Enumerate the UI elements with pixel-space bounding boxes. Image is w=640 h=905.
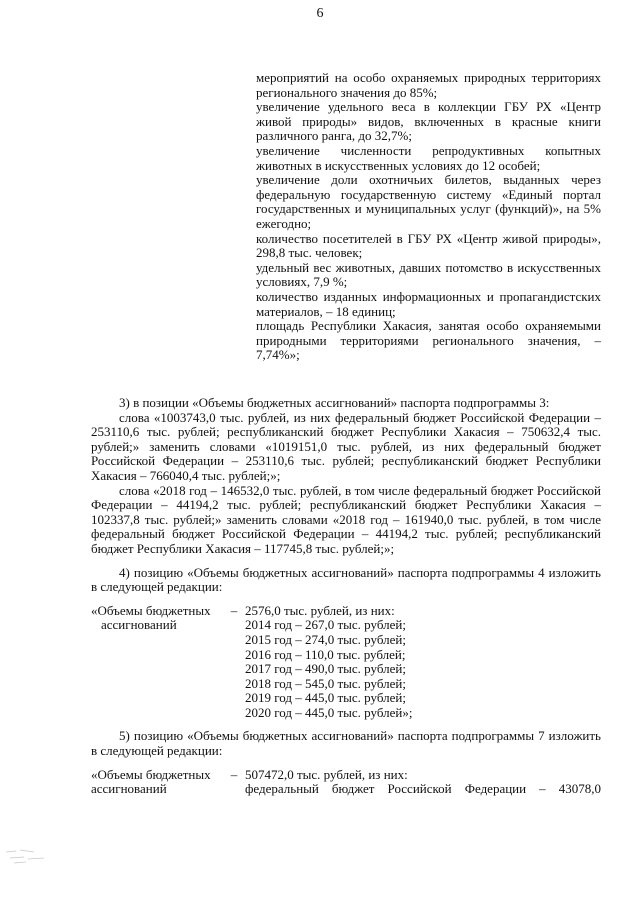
- paragraph-4-intro: 4) позицию «Объемы бюджетных ассигнований» паспорта подпрограммы 4 изложить в следующей редакции:: [91, 564, 601, 595]
- indicator-item: увеличение доли охотничьих билетов, выданных через федеральную государственную систему «Единый портал государственных и муниципальных услуг (функций)», на 5% ежегодно;: [256, 172, 601, 231]
- table-4-label: [91, 604, 227, 721]
- table-7-line-2: федеральный бюджет Российской Федерации – 43078,0: [245, 781, 601, 797]
- indicator-item: площадь Республики Хакасия, занятая особо охраняемыми природными территориями регионального значения, – 7,74%»;: [256, 318, 601, 363]
- table-7-total: 507472,0 тыс. рублей, из них:: [245, 766, 408, 782]
- table-4-year-row: 2018 год – 545,0 тыс. рублей;: [245, 675, 406, 691]
- table-7-dash: –: [230, 766, 238, 782]
- table-4-label-line-2: ассигнований: [101, 617, 177, 633]
- paragraph-5-intro: 5) позицию «Объемы бюджетных ассигнований» паспорта подпрограммы 7 изложить в следующей редакции:: [91, 728, 601, 759]
- table-4-year-row: 2014 год – 267,0 тыс. рублей;: [245, 617, 406, 633]
- indicator-item: количество изданных информационных и пропагандистских материалов, – 18 единиц;: [256, 288, 601, 319]
- indicator-item: удельный вес животных, давших потомство в искусственных условиях, 7,9 %;: [256, 259, 601, 290]
- table-4-year-row: 2017 год – 490,0 тыс. рублей;: [245, 661, 406, 677]
- paragraph-3-intro: 3) в позиции «Объемы бюджетных ассигнований» паспорта подпрограммы 3:: [119, 395, 550, 410]
- table-4-year-row: 2019 год – 445,0 тыс. рублей;: [245, 690, 406, 706]
- paragraph-3-words-2: слова «2018 год – 146532,0 тыс. рублей, в том числе федеральный бюджет Российской Федерации – 44194,2 тыс. рублей; республиканский бюджет Республики Хакасия – 102337,8 тыс. рублей;» заменить словами «2018 год – 161940,0 тыс. рублей, в том числе федеральный бюджет Российской Федерации – 44194,2 тыс. рублей; республиканский бюджет Республики Хакасия – 117745,8 тыс. рублей;»;: [91, 482, 601, 556]
- table-7-label: [91, 768, 227, 797]
- indicator-item: количество посетителей в ГБУ РХ «Центр живой природы», 298,8 тыс. человек;: [256, 230, 601, 261]
- table-4-label-line-1: «Объемы бюджетных: [91, 602, 211, 618]
- indicator-item: мероприятий на особо охраняемых природных территориях регионального значения до 85%;: [256, 70, 601, 100]
- indicator-item: увеличение численности репродуктивных копытных животных в искусственных условиях до 12 особей;: [256, 142, 601, 173]
- table-4-total: 2576,0 тыс. рублей, из них:: [245, 602, 395, 618]
- table-7-label-line-1: «Объемы бюджетных: [91, 766, 211, 782]
- document-body: [91, 396, 601, 797]
- table-4-dash: –: [230, 602, 238, 618]
- paragraph-3-words-1: слова «1003743,0 тыс. рублей, из них федеральный бюджет Российской Федерации – 253110,6 тыс. рублей; республиканский бюджет Республики Хакасия – 750632,4 тыс. рублей;» заменить словами «1019151,0 тыс. рублей, из них федеральный бюджет Российской Федерации – 253110,6 тыс. рублей; республиканский бюджет Республики Хакасия – 766040,4 тыс. рублей;»;: [91, 409, 601, 483]
- table-4-values: [241, 604, 601, 721]
- indicators-list: [256, 71, 601, 363]
- budget-table-7: [91, 768, 601, 797]
- budget-table-4: [91, 604, 601, 721]
- table-4-year-row: 2020 год – 445,0 тыс. рублей»;: [245, 704, 413, 720]
- scan-smudge-mark: [4, 846, 50, 866]
- indicator-item: увеличение удельного веса в коллекции ГБУ РХ «Центр живой природы» видов, включенных в красные книги различного ранга, до 32,7%;: [256, 99, 601, 144]
- table-4-year-row: 2016 год – 110,0 тыс. рублей;: [245, 646, 406, 662]
- page-number: 6: [316, 6, 324, 21]
- table-4-year-row: 2015 год – 274,0 тыс. рублей;: [245, 631, 406, 647]
- table-7-label-line-2: ассигнований: [91, 781, 167, 797]
- table-7-values: [241, 768, 601, 797]
